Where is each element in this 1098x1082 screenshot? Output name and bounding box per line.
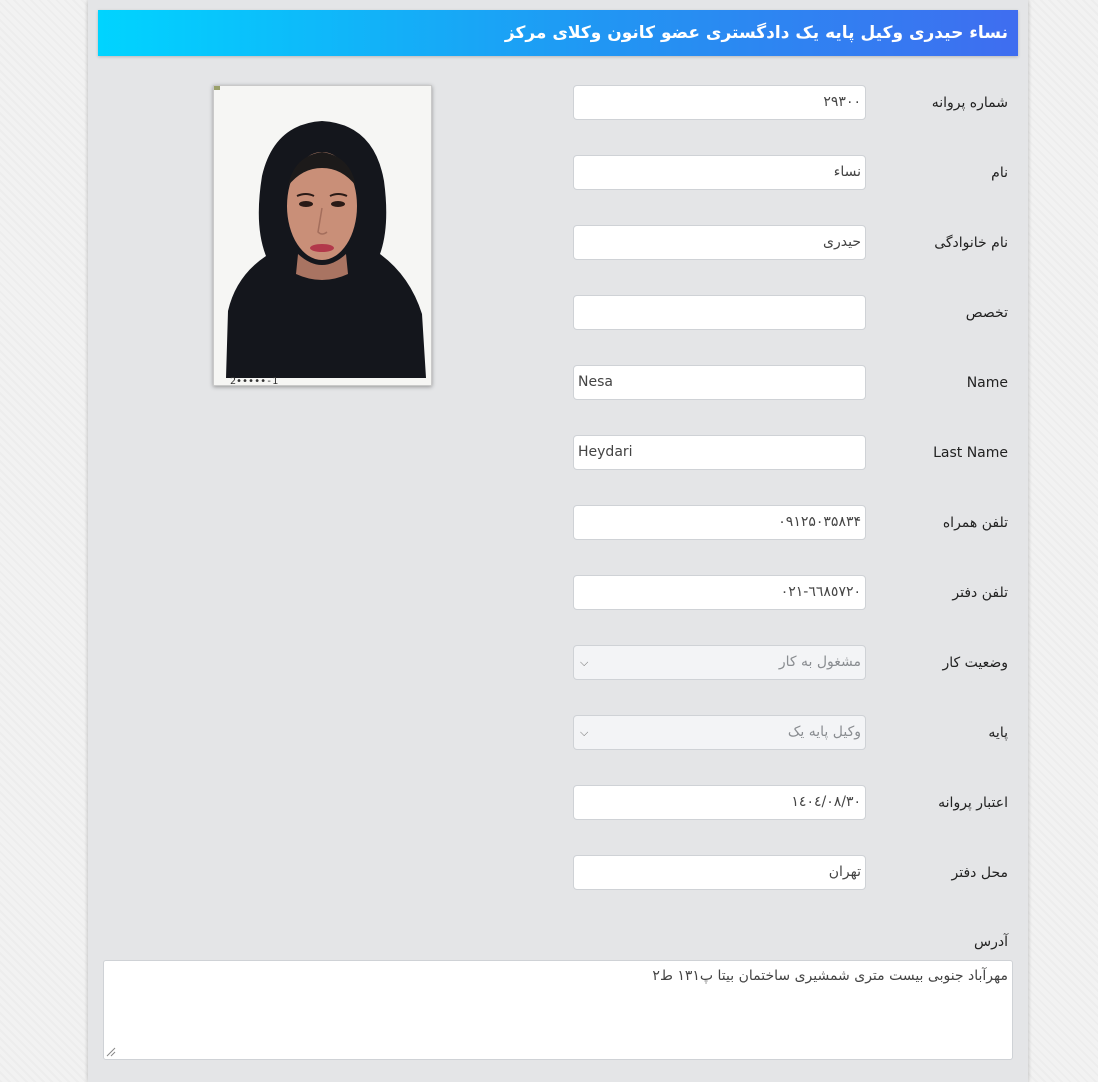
form-row-specialty (560, 295, 1020, 331)
work-status-label: وضعیت کار (942, 655, 1008, 671)
license-number-label: شماره پروانه (931, 95, 1008, 111)
family-name-input[interactable]: حیدری (573, 225, 866, 260)
work-status-select[interactable] (573, 645, 866, 680)
work-status-value: مشغول به کار (778, 654, 861, 670)
license-number-input[interactable]: ۲۹۳۰۰ (573, 85, 866, 120)
grade-label: پایه (988, 725, 1008, 741)
portrait-photo-icon (214, 86, 431, 385)
grade-select[interactable] (573, 715, 866, 750)
office-phone-label: تلفن دفتر (952, 585, 1008, 601)
license-validity-label: اعتبار پروانه (938, 795, 1008, 811)
first-name-label: نام (991, 165, 1008, 181)
grade-value: وکیل پایه یک (787, 724, 861, 740)
page-title: نساء حیدری وکیل پایه یک دادگستری عضو کانون وکلای مرکز (98, 10, 1018, 56)
license-validity-input[interactable]: ١٤٠٤/٠٨/٣٠ (573, 785, 866, 820)
office-location-input[interactable]: تهران (573, 855, 866, 890)
form-row-license-validity (560, 785, 1020, 821)
name-en-input[interactable]: Nesa (573, 365, 866, 400)
form-row-family-name (560, 225, 1020, 261)
resize-handle-icon[interactable] (106, 1047, 116, 1057)
form-row-license-number (560, 85, 1020, 121)
form-row-last-name-en (560, 435, 1020, 471)
form-row-office-phone (560, 575, 1020, 611)
family-name-label: نام خانوادگی (934, 235, 1008, 251)
lawyer-photo (213, 85, 432, 386)
mobile-input[interactable]: ۰۹۱۲۵۰۳۵۸۳۴ (573, 505, 866, 540)
form-row-first-name (560, 155, 1020, 191)
svg-text:2•••••-1: 2•••••-1 (230, 376, 279, 385)
form-row-mobile (560, 505, 1020, 541)
mobile-label: تلفن همراه (942, 515, 1008, 531)
office-phone-input[interactable]: ٦٦٨٥٧٢٠-٠٢١ (573, 575, 866, 610)
address-textarea[interactable] (103, 960, 1013, 1060)
form-row-name-en (560, 365, 1020, 401)
name-en-label: Name (966, 375, 1008, 391)
form-row-grade (560, 715, 1020, 751)
chevron-down-icon: ⌵ (580, 726, 589, 739)
first-name-input[interactable]: نساء (573, 155, 866, 190)
form-row-work-status (560, 645, 1020, 681)
address-value: مهرآباد جنوبی بیست متری شمشیری ساختمان بیتا پ۱۳۱ ط۲ (652, 968, 1008, 984)
last-name-en-input[interactable]: Heydari (573, 435, 866, 470)
specialty-input[interactable] (573, 295, 866, 330)
chevron-down-icon: ⌵ (580, 656, 589, 669)
specialty-label: تخصص (965, 305, 1008, 321)
address-label: آدرس (974, 934, 1008, 950)
office-location-label: محل دفتر (951, 865, 1008, 881)
last-name-en-label: Last Name (933, 445, 1008, 461)
form-row-office-location (560, 855, 1020, 891)
